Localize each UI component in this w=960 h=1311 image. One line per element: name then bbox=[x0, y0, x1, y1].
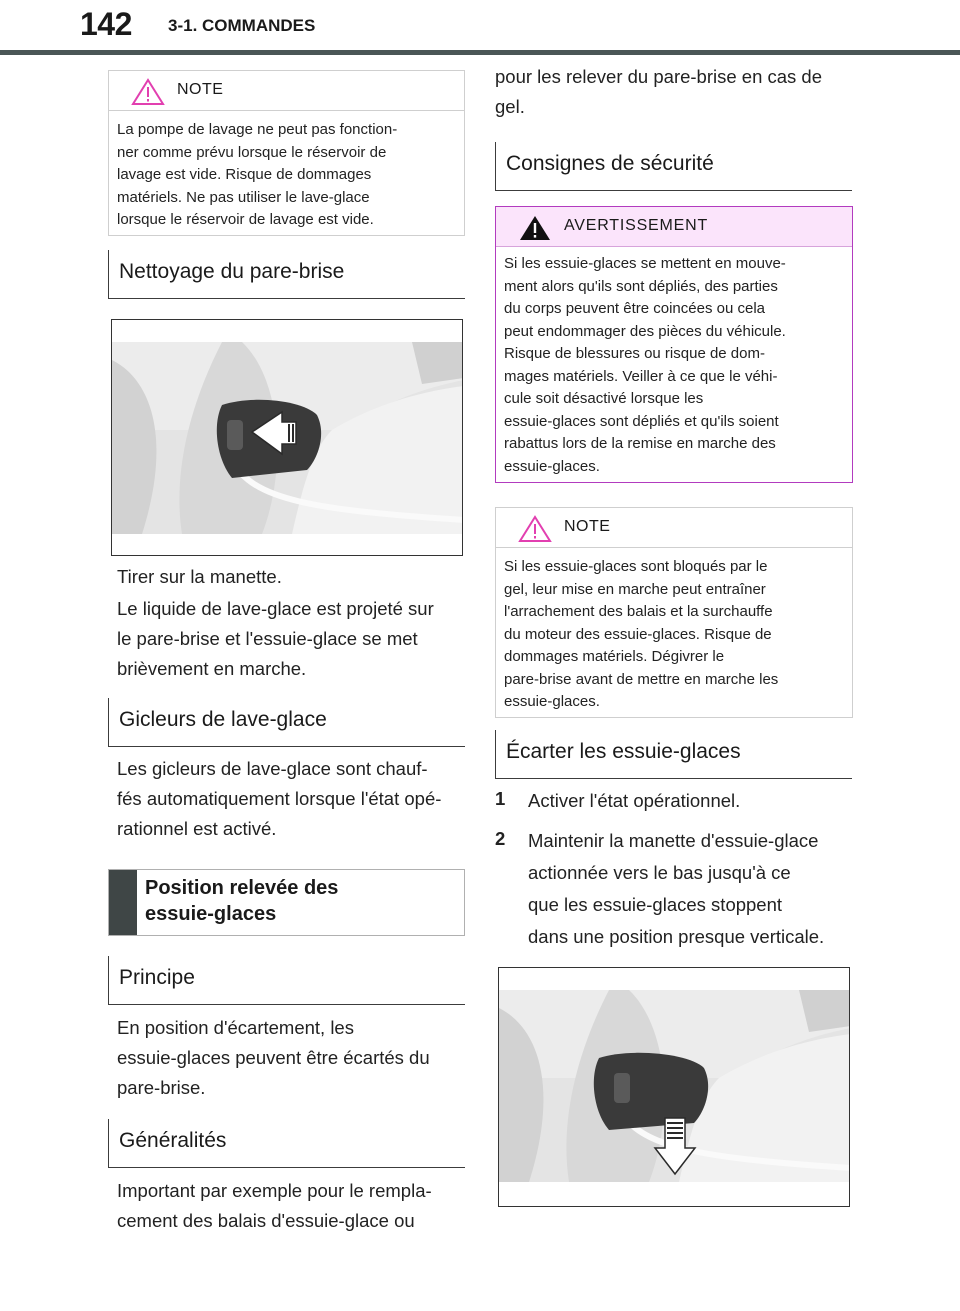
warning-line: Si les essuie-glaces se mettent en mouve- bbox=[504, 255, 786, 272]
para-line: Les gicleurs de lave-glace sont chauf- bbox=[117, 758, 428, 779]
step-line: que les essuie-glaces stoppent bbox=[528, 894, 783, 915]
figure-windshield-wash bbox=[111, 319, 463, 556]
warning-title: AVERTISSEMENT bbox=[564, 217, 709, 234]
warning-line: rabattus lors de la remise en marche des bbox=[504, 435, 776, 452]
para-line: cement des balais d'essuie-glace ou bbox=[117, 1210, 415, 1231]
para-line: fés automatiquement lorsque l'état opé- bbox=[117, 788, 442, 809]
warning-line: essuie-glaces sont dépliés et qu'ils soient bbox=[504, 412, 779, 430]
para-line: gel. bbox=[495, 96, 525, 117]
note-title: NOTE bbox=[177, 81, 224, 98]
para-tirer bbox=[117, 562, 467, 592]
note-line: La pompe de lavage ne peut pas fonction- bbox=[117, 121, 398, 138]
section-label: 3-1. COMMANDES bbox=[168, 16, 316, 35]
note-line: dommages matériels. Dégivrer le bbox=[504, 648, 725, 665]
para-line: le pare-brise et l'essuie-glace se met bbox=[117, 628, 418, 649]
heading-ecarter: Écarter les essuie-glaces bbox=[495, 730, 852, 779]
para-generalites-left bbox=[117, 1176, 467, 1236]
para-line: Tirer sur la manette. bbox=[117, 566, 282, 587]
note-box-wash-pump bbox=[108, 70, 465, 236]
note-line: Si les essuie-glaces sont bloqués par le bbox=[504, 558, 768, 575]
heading-line: Position relevée des bbox=[145, 877, 339, 899]
heading-line: essuie-glaces bbox=[145, 903, 277, 925]
note-line: matériels. Ne pas utiliser le lave-glace bbox=[117, 188, 370, 206]
para-line: Le liquide de lave-glace est projeté sur bbox=[117, 598, 434, 619]
heading-consignes: Consignes de sécurité bbox=[495, 142, 852, 191]
note-box-frozen-wipers bbox=[495, 507, 853, 718]
para-line: pour les relever du pare-brise en cas de bbox=[495, 66, 823, 87]
warning-line: Risque de blessures ou risque de dom- bbox=[504, 345, 765, 362]
wiper-stalk-pull-arrow-icon bbox=[112, 320, 463, 556]
step-line: Activer l'état opérationnel. bbox=[528, 790, 741, 811]
para-line: Important par exemple pour le rempla- bbox=[117, 1180, 432, 1201]
note-line: gel, leur mise en marche peut entraîner bbox=[504, 580, 766, 598]
step-text bbox=[528, 826, 868, 952]
note-line: lorsque le réservoir de lavage est vide. bbox=[117, 211, 374, 228]
para-line: essuie-glaces peuvent être écartés du bbox=[117, 1047, 430, 1068]
step-number: 2 bbox=[495, 828, 506, 849]
wiper-stalk-down-arrow-icon bbox=[499, 968, 850, 1207]
header-rule bbox=[0, 50, 960, 55]
step-text bbox=[528, 786, 858, 816]
para-line: pare-brise. bbox=[117, 1077, 206, 1098]
note-header bbox=[496, 508, 852, 548]
heading-position-relevee bbox=[108, 869, 465, 936]
heading-nettoyage: Nettoyage du pare-brise bbox=[108, 250, 465, 299]
warning-line: mages matériels. Veiller à ce que le véhi- bbox=[504, 367, 778, 385]
note-line: ner comme prévu lorsque le réservoir de bbox=[117, 143, 387, 161]
heading-generalites: Généralités bbox=[108, 1119, 465, 1168]
note-line: du moteur des essuie-glaces. Risque de bbox=[504, 625, 772, 643]
heading-principe: Principe bbox=[108, 956, 465, 1005]
para-gicleurs bbox=[117, 754, 467, 844]
heading-text bbox=[145, 875, 338, 927]
heading-band bbox=[109, 870, 137, 935]
note-line: lavage est vide. Risque de dommages bbox=[117, 166, 372, 183]
warning-triangle-icon bbox=[518, 214, 552, 242]
warning-line: cule soit désactivé lorsque les bbox=[504, 390, 704, 407]
warning-line: du corps peuvent être coincées ou cela bbox=[504, 300, 765, 317]
para-liquide bbox=[117, 594, 467, 684]
step-line: dans une position presque verticale. bbox=[528, 926, 825, 947]
warning-header bbox=[496, 207, 852, 247]
para-principe bbox=[117, 1013, 467, 1103]
note-title: NOTE bbox=[564, 518, 611, 535]
step-number: 1 bbox=[495, 788, 506, 809]
step-line: actionnée vers le bas jusqu'à ce bbox=[528, 862, 791, 883]
page-header bbox=[0, 0, 960, 56]
caution-triangle-icon bbox=[518, 515, 552, 543]
warning-body bbox=[496, 247, 852, 478]
caution-triangle-icon bbox=[131, 78, 165, 106]
note-line: l'arrachement des balais et la surchauffe bbox=[504, 603, 773, 620]
note-body bbox=[109, 111, 464, 232]
warning-line: essuie-glaces. bbox=[504, 457, 600, 475]
note-line: pare-brise avant de mettre en marche les bbox=[504, 670, 779, 688]
note-body bbox=[496, 548, 852, 714]
note-header bbox=[109, 71, 464, 111]
para-line: rationnel est activé. bbox=[117, 818, 277, 839]
para-line: brièvement en marche. bbox=[117, 658, 307, 679]
note-line: essuie-glaces. bbox=[504, 693, 600, 710]
heading-gicleurs: Gicleurs de lave-glace bbox=[108, 698, 465, 747]
warning-line: ment alors qu'ils sont dépliés, des parties bbox=[504, 277, 778, 295]
figure-wiper-service-position bbox=[498, 967, 850, 1207]
warning-line: peut endommager des pièces du véhicule. bbox=[504, 322, 786, 340]
page-number: 142 bbox=[80, 6, 132, 42]
step-line: Maintenir la manette d'essuie-glace bbox=[528, 830, 819, 851]
para-line: En position d'écartement, les bbox=[117, 1017, 354, 1038]
para-generalites-right bbox=[495, 62, 860, 122]
warning-box bbox=[495, 206, 853, 483]
